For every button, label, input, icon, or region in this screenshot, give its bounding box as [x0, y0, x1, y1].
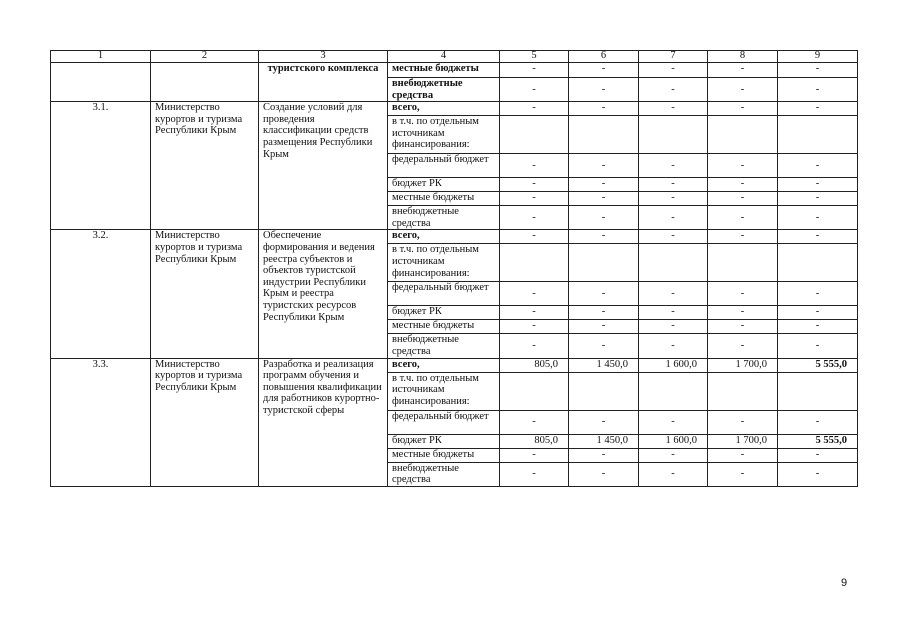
value-cell: - [708, 154, 778, 178]
value-cell: - [778, 410, 858, 434]
value-cell: - [639, 192, 708, 206]
measure-cell: Разработка и реализация программ обучения и повышения квалификации для работников курортно-туристской сферы [259, 358, 388, 486]
value-cell: - [639, 78, 708, 102]
value-cell: - [639, 320, 708, 334]
value-cell: - [639, 334, 708, 358]
value-cell [778, 244, 858, 282]
source-label: внебюджетные средства [388, 334, 500, 358]
value-cell [778, 116, 858, 154]
value-cell: - [500, 230, 569, 244]
value-cell: - [500, 102, 569, 116]
header-cell: 3 [259, 51, 388, 63]
value-cell: 1 600,0 [639, 434, 708, 448]
executor-cell: Министерство курортов и туризма Республики Крым [151, 358, 259, 486]
value-cell: - [708, 178, 778, 192]
header-cell: 2 [151, 51, 259, 63]
value-cell: - [639, 306, 708, 320]
value-cell: - [708, 282, 778, 306]
value-cell: - [569, 410, 639, 434]
value-cell: - [778, 192, 858, 206]
value-cell: 1 700,0 [708, 434, 778, 448]
value-cell: - [569, 178, 639, 192]
value-cell: - [708, 320, 778, 334]
source-label: в т.ч. по отдельным источникам финансирования: [388, 244, 500, 282]
value-cell: 1 700,0 [708, 358, 778, 372]
value-cell [569, 244, 639, 282]
source-label: внебюджетные средства [388, 78, 500, 102]
value-cell: - [778, 178, 858, 192]
value-cell: - [708, 334, 778, 358]
value-cell: - [639, 102, 708, 116]
value-cell [708, 244, 778, 282]
source-label: бюджет РК [388, 306, 500, 320]
value-cell [708, 372, 778, 410]
measure-cell: туристского комплекса [259, 63, 388, 102]
value-cell [639, 116, 708, 154]
value-cell: 5 555,0 [778, 358, 858, 372]
table-row [51, 358, 858, 372]
value-cell: - [778, 102, 858, 116]
value-cell: - [778, 78, 858, 102]
value-cell: - [708, 63, 778, 78]
source-label: всего, [388, 230, 500, 244]
value-cell: - [500, 192, 569, 206]
value-cell: - [569, 462, 639, 486]
value-cell: - [569, 206, 639, 230]
value-cell: - [569, 78, 639, 102]
value-cell: - [708, 462, 778, 486]
value-cell: - [708, 230, 778, 244]
value-cell: - [639, 206, 708, 230]
value-cell: - [639, 410, 708, 434]
value-cell: - [500, 63, 569, 78]
value-cell: - [778, 448, 858, 462]
value-cell: - [569, 102, 639, 116]
value-cell: - [778, 320, 858, 334]
num-cell [51, 63, 151, 102]
value-cell: - [500, 78, 569, 102]
header-cell: 8 [708, 51, 778, 63]
value-cell: - [569, 154, 639, 178]
value-cell: - [500, 178, 569, 192]
value-cell: - [569, 334, 639, 358]
value-cell: - [639, 154, 708, 178]
source-label: федеральный бюджет [388, 154, 500, 178]
executor-cell: Министерство курортов и туризма Республики Крым [151, 102, 259, 230]
value-cell: - [500, 410, 569, 434]
value-cell: - [500, 154, 569, 178]
measure-cell: Создание условий для проведения классификации средств размещения Республики Крым [259, 102, 388, 230]
value-cell: - [500, 448, 569, 462]
value-cell [569, 116, 639, 154]
measure-cell: Обеспечение формирования и ведения реестра субъектов и объектов туристской индустрии Республики Крым и реестра туристских ресурсов Республики Крым [259, 230, 388, 358]
value-cell: - [500, 462, 569, 486]
source-label: всего, [388, 102, 500, 116]
source-label: внебюджетные средства [388, 462, 500, 486]
source-label: внебюджетные средства [388, 206, 500, 230]
value-cell: 1 450,0 [569, 358, 639, 372]
value-cell: - [778, 306, 858, 320]
value-cell: - [569, 320, 639, 334]
value-cell: - [500, 320, 569, 334]
section-number: 3.1. [51, 102, 151, 230]
value-cell: - [639, 63, 708, 78]
value-cell: - [500, 282, 569, 306]
source-label: местные бюджеты [388, 192, 500, 206]
value-cell: 805,0 [500, 434, 569, 448]
value-cell: - [569, 192, 639, 206]
value-cell: - [778, 462, 858, 486]
value-cell: - [708, 410, 778, 434]
section-number: 3.3. [51, 358, 151, 486]
value-cell: - [708, 102, 778, 116]
value-cell: - [569, 448, 639, 462]
value-cell: - [639, 230, 708, 244]
org-cell [151, 63, 259, 102]
value-cell: - [500, 334, 569, 358]
value-cell: - [708, 78, 778, 102]
value-cell [500, 116, 569, 154]
value-cell: 805,0 [500, 358, 569, 372]
value-cell [639, 372, 708, 410]
source-label: федеральный бюджет [388, 282, 500, 306]
header-cell: 9 [778, 51, 858, 63]
value-cell: - [708, 192, 778, 206]
value-cell: - [500, 306, 569, 320]
value-cell: - [500, 206, 569, 230]
value-cell: - [778, 63, 858, 78]
source-label: местные бюджеты [388, 448, 500, 462]
header-cell: 5 [500, 51, 569, 63]
header-cell: 4 [388, 51, 500, 63]
table-row [51, 230, 858, 244]
value-cell: - [778, 282, 858, 306]
value-cell: - [639, 462, 708, 486]
page-number: 9 [841, 577, 848, 589]
header-row [51, 51, 858, 63]
value-cell: 1 450,0 [569, 434, 639, 448]
value-cell: - [569, 63, 639, 78]
executor-cell: Министерство курортов и туризма Республики Крым [151, 230, 259, 358]
value-cell [708, 116, 778, 154]
value-cell: 5 555,0 [778, 434, 858, 448]
financing-table [50, 50, 858, 487]
value-cell: - [639, 282, 708, 306]
source-label: бюджет РК [388, 434, 500, 448]
source-label: бюджет РК [388, 178, 500, 192]
header-cell: 6 [569, 51, 639, 63]
header-cell: 1 [51, 51, 151, 63]
value-cell: 1 600,0 [639, 358, 708, 372]
value-cell: - [639, 448, 708, 462]
source-label: местные бюджеты [388, 320, 500, 334]
value-cell: - [708, 448, 778, 462]
value-cell: - [778, 154, 858, 178]
source-label: всего, [388, 358, 500, 372]
value-cell: - [708, 206, 778, 230]
source-label: местные бюджеты [388, 63, 500, 78]
value-cell: - [778, 206, 858, 230]
value-cell [778, 372, 858, 410]
value-cell: - [639, 178, 708, 192]
value-cell: - [569, 306, 639, 320]
value-cell: - [569, 282, 639, 306]
value-cell [639, 244, 708, 282]
value-cell: - [778, 230, 858, 244]
value-cell [569, 372, 639, 410]
value-cell [500, 372, 569, 410]
source-label: федеральный бюджет [388, 410, 500, 434]
value-cell: - [569, 230, 639, 244]
table-row [51, 102, 858, 116]
value-cell: - [778, 334, 858, 358]
section-number: 3.2. [51, 230, 151, 358]
source-label: в т.ч. по отдельным источникам финансирования: [388, 372, 500, 410]
header-cell: 7 [639, 51, 708, 63]
value-cell [500, 244, 569, 282]
value-cell: - [708, 306, 778, 320]
table-row [51, 63, 858, 78]
source-label: в т.ч. по отдельным источникам финансирования: [388, 116, 500, 154]
